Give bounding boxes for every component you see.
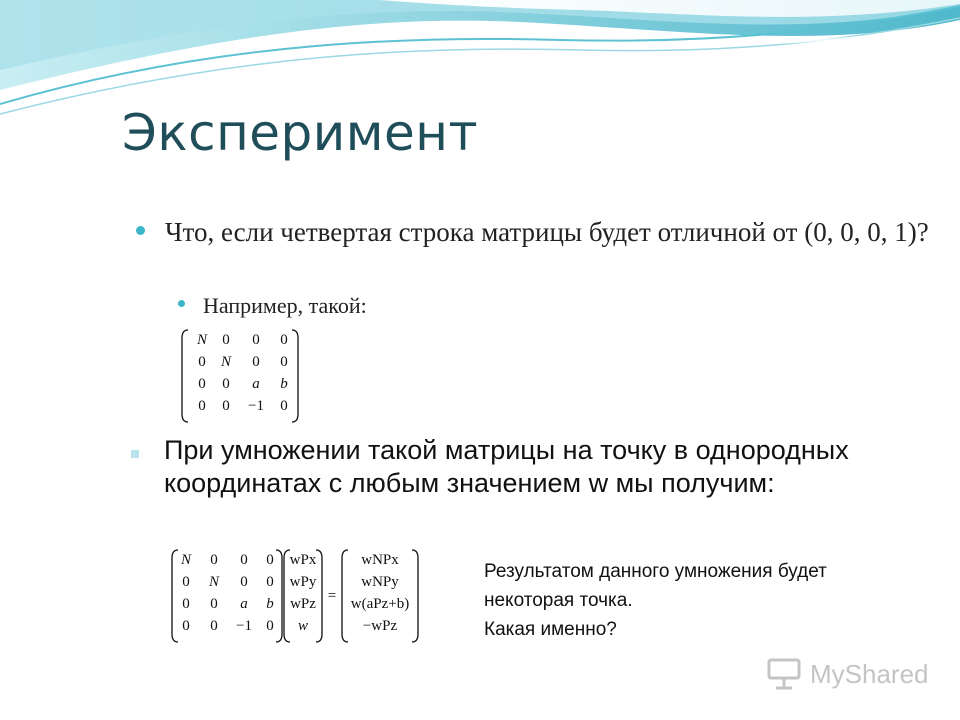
matrix-cell: N xyxy=(220,354,232,370)
bullet-text-question: Что, если четвертая строка матрицы будет отличной от (0, 0, 0, 1)? xyxy=(165,217,929,247)
bullet-dot-icon xyxy=(136,226,145,235)
matrix-cell: 0 xyxy=(240,552,248,568)
matrix-cell: N xyxy=(180,552,192,568)
matrix-cell: a xyxy=(240,596,248,612)
matrix-cell: 0 xyxy=(240,574,248,590)
result-right-bracket xyxy=(412,550,418,642)
matrix-cell: a xyxy=(252,376,260,392)
matrix-cell: N xyxy=(208,574,220,590)
matrix-cell: −1 xyxy=(248,398,264,414)
matrix-cell: b xyxy=(266,596,274,612)
result-cell: wNPx xyxy=(361,552,399,568)
matrix-cell: 0 xyxy=(210,596,218,612)
result-cell: w(aPz+b) xyxy=(350,596,410,612)
matrix-cell: N xyxy=(196,332,208,348)
result-cell: wNPy xyxy=(361,574,399,590)
vector-cell: wPy xyxy=(289,574,317,590)
matrix-left-bracket xyxy=(172,550,178,642)
example-matrix xyxy=(180,328,304,424)
vector-right-bracket xyxy=(316,550,322,642)
matrix-cell: 0 xyxy=(182,618,190,634)
matrix-cell: 0 xyxy=(210,552,218,568)
note-line: Какая именно? xyxy=(484,619,617,640)
note-line: Результатом данного умножения будет xyxy=(484,561,827,582)
watermark xyxy=(766,656,929,692)
square-bullet-icon xyxy=(131,450,139,458)
matrix-cell: 0 xyxy=(182,574,190,590)
matrix-cell: 0 xyxy=(266,574,274,590)
matrix-cell: −1 xyxy=(236,618,252,634)
matrix-cell: b xyxy=(280,376,288,392)
matrix-right-bracket xyxy=(292,330,298,422)
slide-title: Эксперимент xyxy=(122,104,479,162)
result-cell: −wPz xyxy=(362,618,398,634)
vector-cell: wPz xyxy=(290,596,316,612)
presentation-icon xyxy=(766,657,802,691)
vector-cell: wPx xyxy=(289,552,317,568)
matrix-cell: 0 xyxy=(222,376,230,392)
matrix-cell: 0 xyxy=(222,398,230,414)
matrix-cell: 0 xyxy=(280,332,288,348)
sub-bullet-text: Например, такой: xyxy=(203,293,367,318)
sub-bullet-dot-icon xyxy=(178,300,185,307)
multiplication-equation xyxy=(170,548,422,644)
matrix-cell: 0 xyxy=(198,354,206,370)
matrix-cell: 0 xyxy=(266,618,274,634)
watermark-text: MyShared xyxy=(810,658,929,689)
matrix-cell: 0 xyxy=(182,596,190,612)
equals-sign: = xyxy=(327,588,337,604)
matrix-cell: 0 xyxy=(198,398,206,414)
matrix-right-bracket xyxy=(276,550,282,642)
matrix-cell: 0 xyxy=(252,332,260,348)
matrix-cell: 0 xyxy=(198,376,206,392)
result-left-bracket xyxy=(342,550,348,642)
matrix-left-bracket xyxy=(182,330,188,422)
bullet-text-multiplication: При умножении такой матрицы на точку в однородных координатах с любым значением w мы получим: xyxy=(164,435,849,498)
matrix-cell: 0 xyxy=(222,332,230,348)
matrix-cell: 0 xyxy=(252,354,260,370)
matrix-cell: 0 xyxy=(280,398,288,414)
note-line: некоторая точка. xyxy=(484,590,633,611)
vector-cell: w xyxy=(297,618,309,634)
result-note xyxy=(484,557,827,644)
matrix-cell: 0 xyxy=(266,552,274,568)
matrix-cell: 0 xyxy=(210,618,218,634)
matrix-cell: 0 xyxy=(280,354,288,370)
